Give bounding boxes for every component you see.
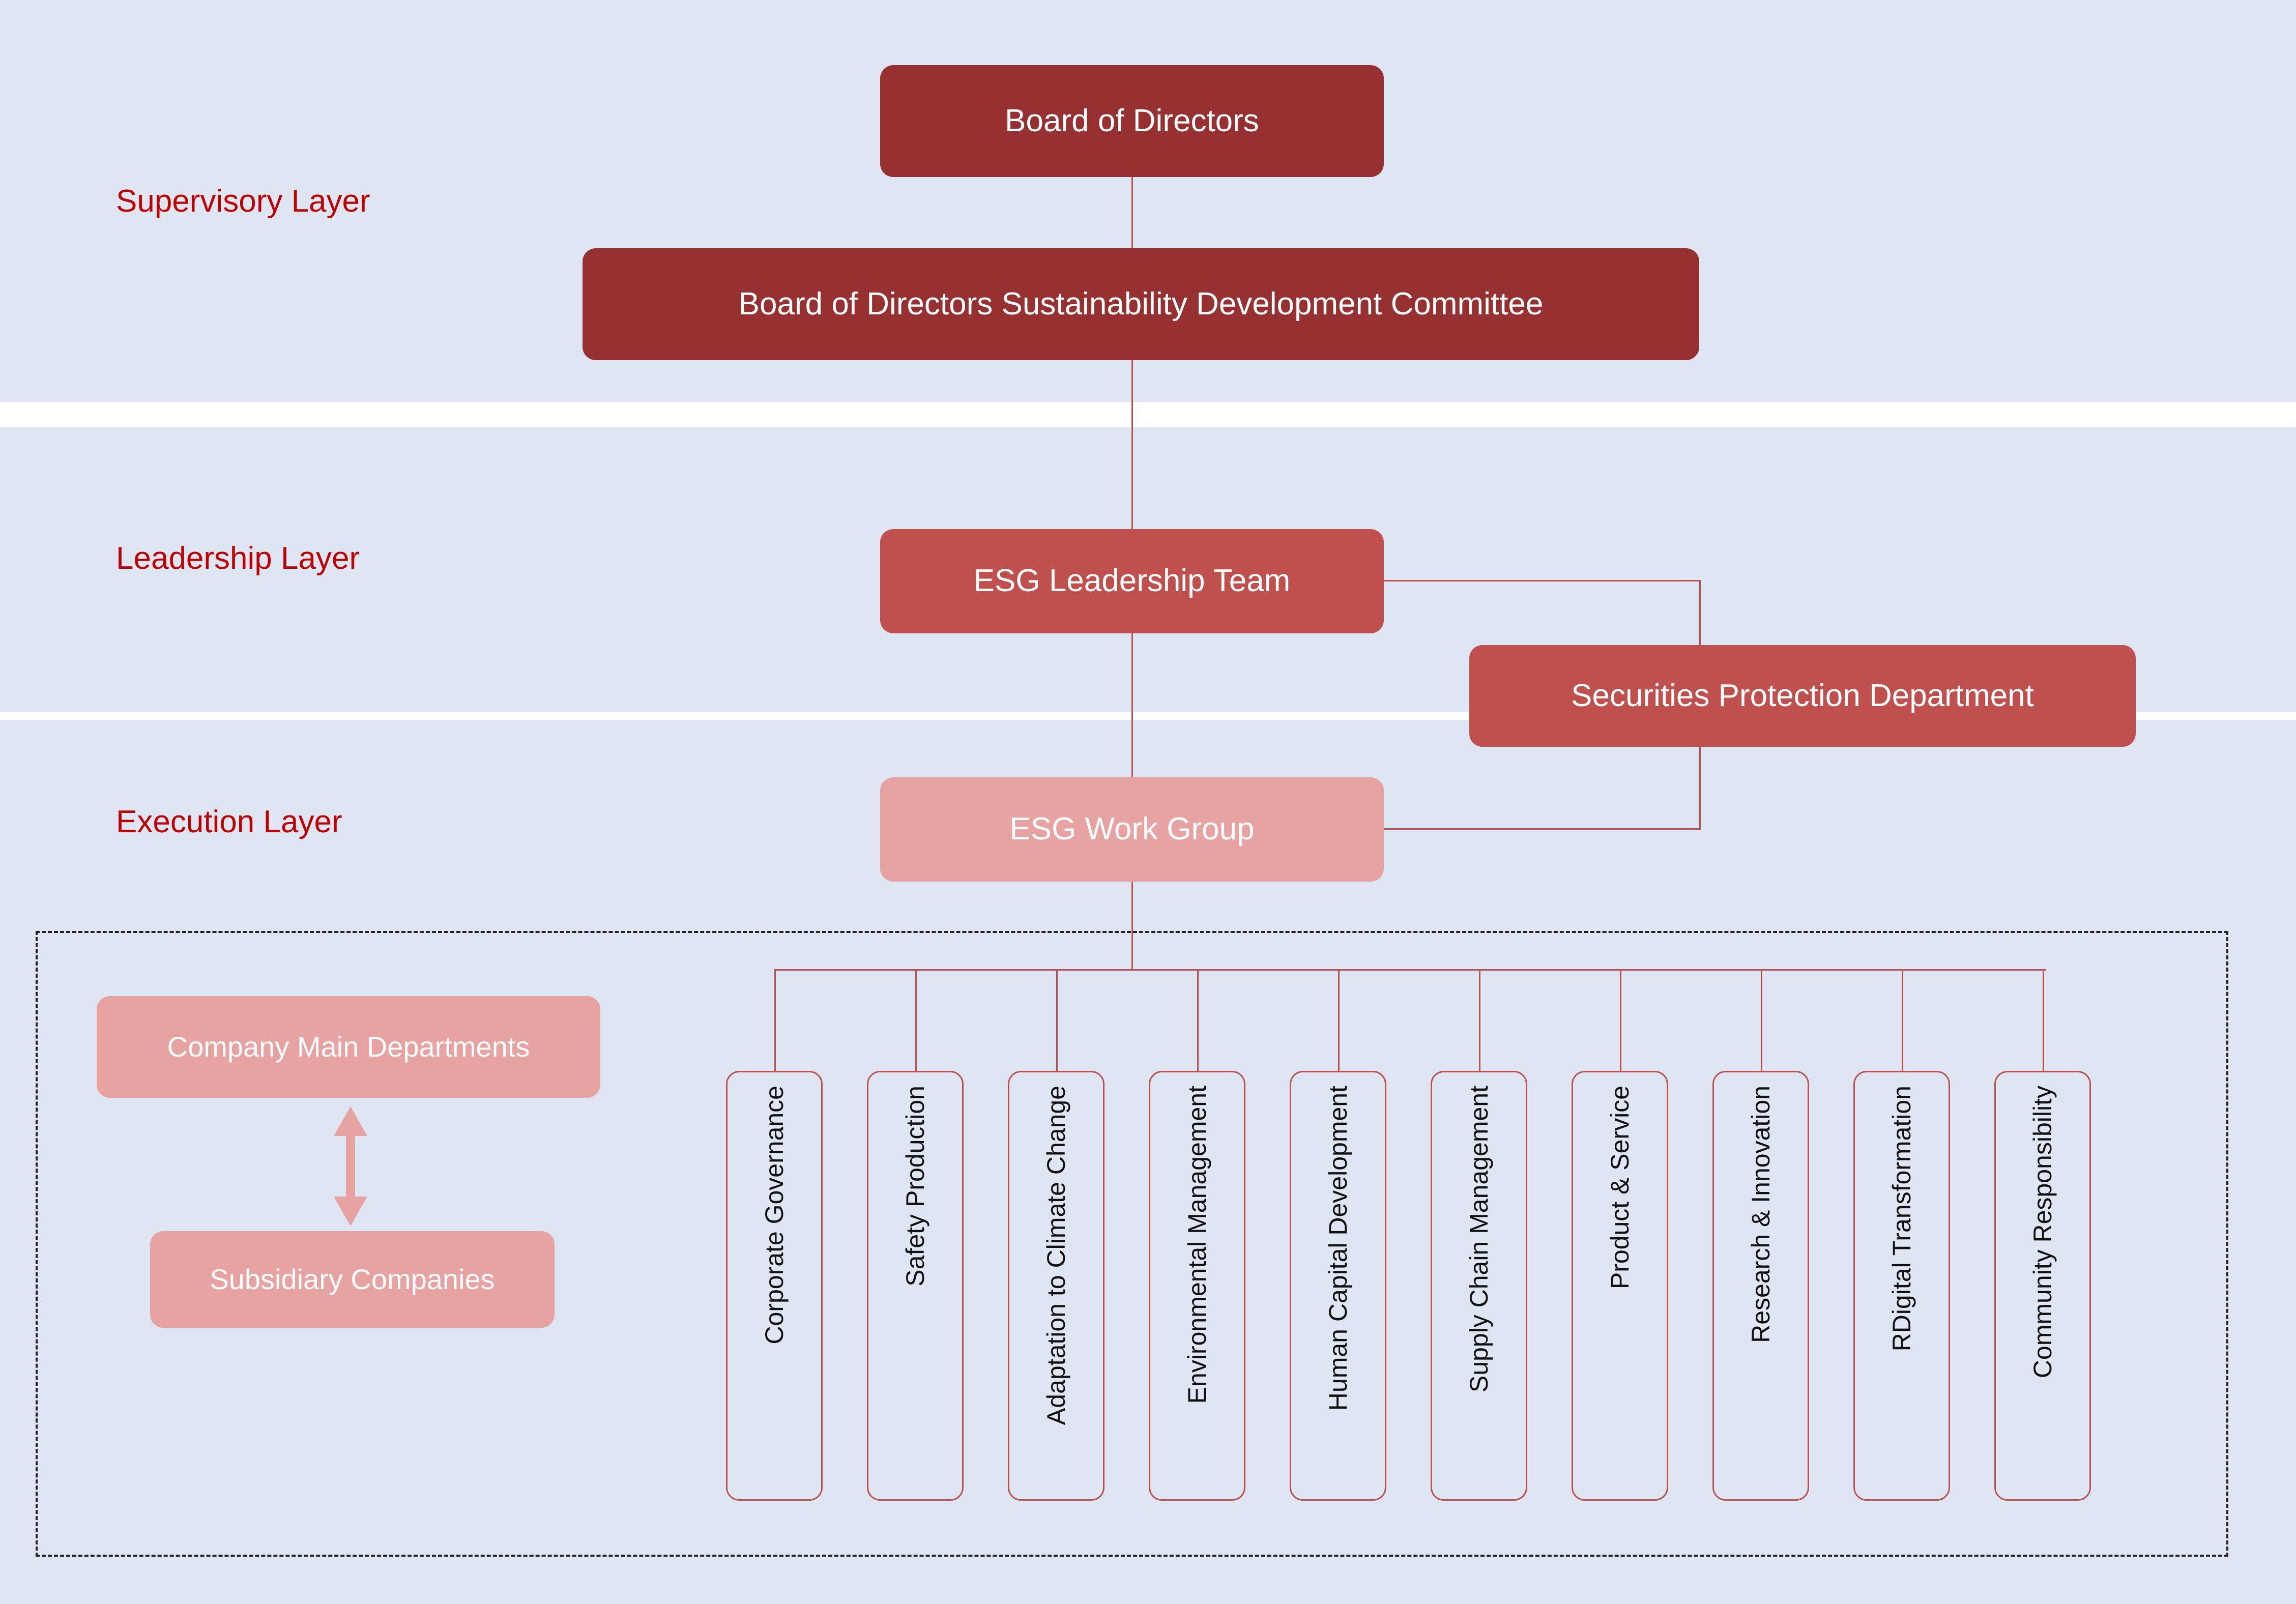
connector-leaf-drop-8 [1761, 969, 1762, 1071]
connector-leaf-drop-7 [1620, 969, 1621, 1071]
workgroup-adaptation-to-climate-change[interactable] [1008, 1071, 1105, 1501]
connector-workgroup-to-securities-h [1384, 828, 1701, 830]
node-subsidiary-companies[interactable]: Subsidiary Companies [150, 1231, 555, 1328]
node-esg-work-group[interactable]: ESG Work Group [880, 777, 1384, 882]
connector-leaf-drop-9 [1902, 969, 1903, 1071]
workgroup-safety-production[interactable] [867, 1071, 964, 1501]
workgroup-label: Environmental Management [1183, 1086, 1211, 1404]
connector-leaf-bus [774, 969, 2046, 971]
workgroup-community-responsibility[interactable] [1994, 1071, 2091, 1501]
workgroup-corporate-governance[interactable] [726, 1071, 823, 1501]
connector-leaf-drop-4 [1197, 969, 1199, 1071]
leadership-layer-label: Leadership Layer [116, 541, 360, 576]
workgroup-human-capital-development[interactable] [1290, 1071, 1386, 1501]
connector-leaf-drop-1 [774, 969, 776, 1071]
workgroup-label: Supply Chain Management [1465, 1086, 1493, 1393]
execution-layer-label: Execution Layer [116, 804, 342, 839]
connector-leadership-to-securities-h [1384, 580, 1701, 581]
node-securities-protection-department[interactable]: Securities Protection Department [1469, 645, 2136, 747]
workgroup-research-and-innovation[interactable] [1712, 1071, 1809, 1501]
bidirectional-arrow-icon [331, 1106, 370, 1226]
workgroup-supply-chain-management[interactable] [1431, 1071, 1527, 1501]
connector-leaf-drop-3 [1056, 969, 1058, 1071]
connector-leaf-drop-10 [2043, 969, 2044, 1071]
supervisory-layer-label: Supervisory Layer [116, 184, 370, 219]
connector-leaf-drop-6 [1479, 969, 1480, 1071]
workgroup-label: Research & Innovation [1747, 1086, 1775, 1343]
node-company-main-departments[interactable]: Company Main Departments [97, 996, 600, 1098]
node-sustainability-committee[interactable]: Board of Directors Sustainability Development Committee [583, 248, 1699, 360]
workgroup-label: Product & Service [1606, 1086, 1634, 1290]
node-board-of-directors[interactable]: Board of Directors [880, 65, 1384, 177]
connector-leaf-drop-2 [915, 969, 917, 1071]
connector-leadership-to-workgroup [1131, 633, 1133, 777]
node-esg-leadership-team[interactable]: ESG Leadership Team [880, 529, 1384, 633]
workgroup-label: Human Capital Development [1324, 1086, 1352, 1411]
workgroup-label: Adaptation to Climate Change [1042, 1086, 1070, 1425]
workgroup-product-and-service[interactable] [1572, 1071, 1668, 1501]
workgroup-label: Safety Production [901, 1086, 929, 1287]
workgroup-label: Corporate Governance [760, 1086, 789, 1345]
workgroup-environmental-management[interactable] [1149, 1071, 1245, 1501]
workgroup-label: Community Responsibility [2028, 1086, 2057, 1379]
connector-leaf-drop-5 [1338, 969, 1340, 1071]
workgroup-label: RDigital Transformation [1887, 1086, 1916, 1352]
workgroup-digital-transformation[interactable] [1853, 1071, 1950, 1501]
